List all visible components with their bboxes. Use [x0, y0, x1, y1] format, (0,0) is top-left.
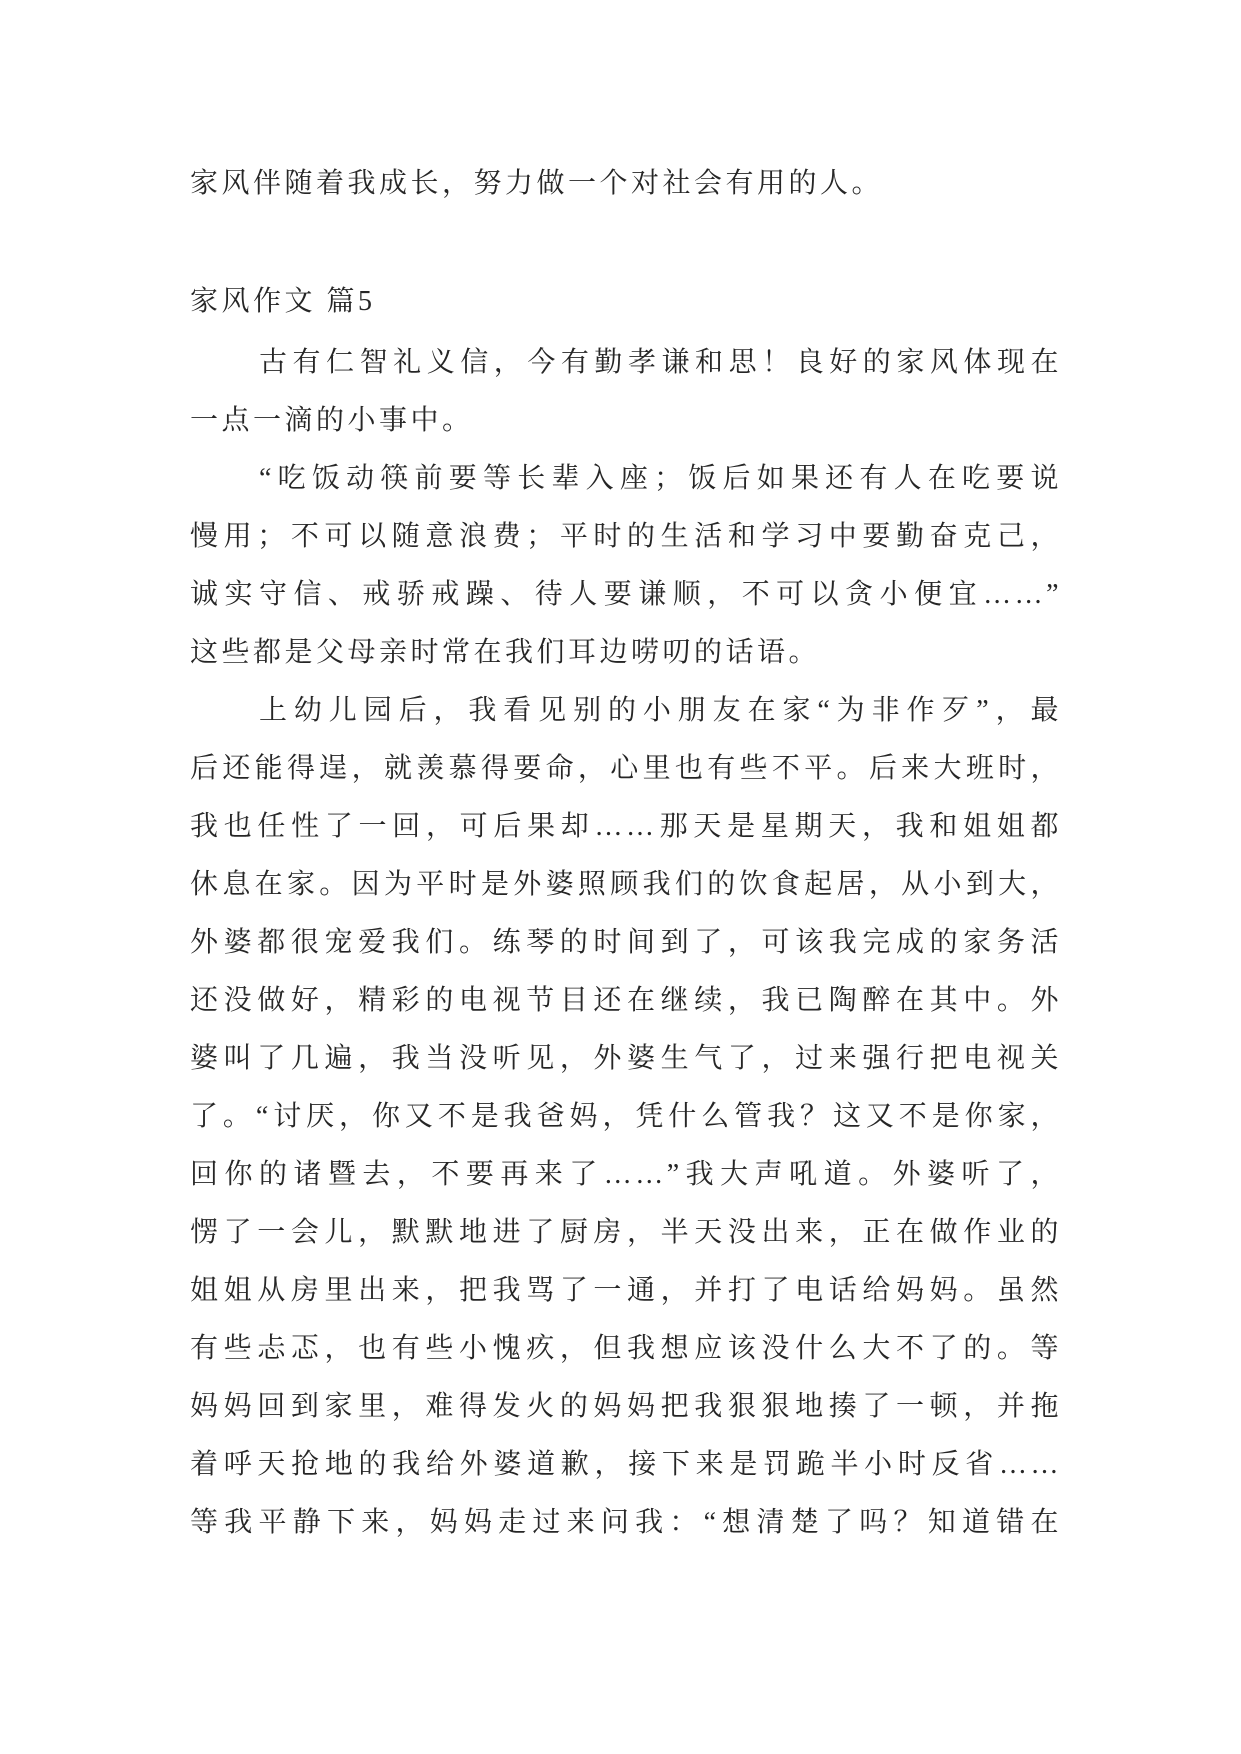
text-line: 了。“讨厌，你又不是我爸妈，凭什么管我？这又不是你家， [190, 1101, 1062, 1132]
text-line: 上幼儿园后，我看见别的小朋友在家“为非作歹”，最 [259, 695, 1062, 726]
text-line: 妈妈回到家里，难得发火的妈妈把我狠狠地揍了一顿，并拖 [190, 1391, 1062, 1422]
text-line: 婆叫了几遍，我当没听见，外婆生气了，过来强行把电视关 [190, 1043, 1062, 1074]
text-line: 着呼天抢地的我给外婆道歉，接下来是罚跪半小时反省…… [190, 1449, 1062, 1480]
text-line: 姐姐从房里出来，把我骂了一通，并打了电话给妈妈。虽然 [190, 1275, 1062, 1306]
text-line: “吃饭动筷前要等长辈入座；饭后如果还有人在吃要说 [259, 463, 1062, 494]
text-line: 休息在家。因为平时是外婆照顾我们的饮食起居，从小到大， [190, 869, 1062, 900]
text-line: 有些忐忑，也有些小愧疚，但我想应该没什么大不了的。等 [190, 1333, 1062, 1364]
paragraph [190, 682, 1062, 1552]
text-line: 诚实守信、戒骄戒躁、待人要谦顺，不可以贪小便宜……” [190, 579, 1062, 610]
text-line: 慢用；不可以随意浪费；平时的生活和学习中要勤奋克己， [190, 521, 1062, 552]
text-line: 外婆都很宠爱我们。练琴的时间到了，可该我完成的家务活 [190, 927, 1062, 958]
article-body [190, 334, 1062, 1552]
paragraph [190, 334, 1062, 450]
text-line: 愣了一会儿，默默地进了厨房，半天没出来，正在做作业的 [190, 1217, 1062, 1248]
text-line: 这些都是父母亲时常在我们耳边唠叨的话语。 [190, 637, 821, 668]
text-line: 后还能得逞，就羡慕得要命，心里也有些不平。后来大班时， [190, 753, 1062, 784]
text-line: 我也任性了一回，可后果却……那天是星期天，我和姐姐都 [190, 811, 1062, 842]
article-heading: 家风作文 篇5 [190, 286, 376, 317]
text-line: 还没做好，精彩的电视节目还在继续，我已陶醉在其中。外 [190, 985, 1062, 1016]
paragraph [190, 450, 1062, 682]
carryover-text-line: 家风伴随着我成长，努力做一个对社会有用的人。 [190, 168, 884, 199]
text-line: 回你的诸暨去，不要再来了……”我大声吼道。外婆听了， [190, 1159, 1062, 1190]
text-line: 等我平静下来，妈妈走过来问我：“想清楚了吗？知道错在 [190, 1507, 1062, 1538]
text-line: 古有仁智礼义信，今有勤孝谦和思！良好的家风体现在 [259, 347, 1062, 378]
text-line: 一点一滴的小事中。 [190, 405, 474, 436]
